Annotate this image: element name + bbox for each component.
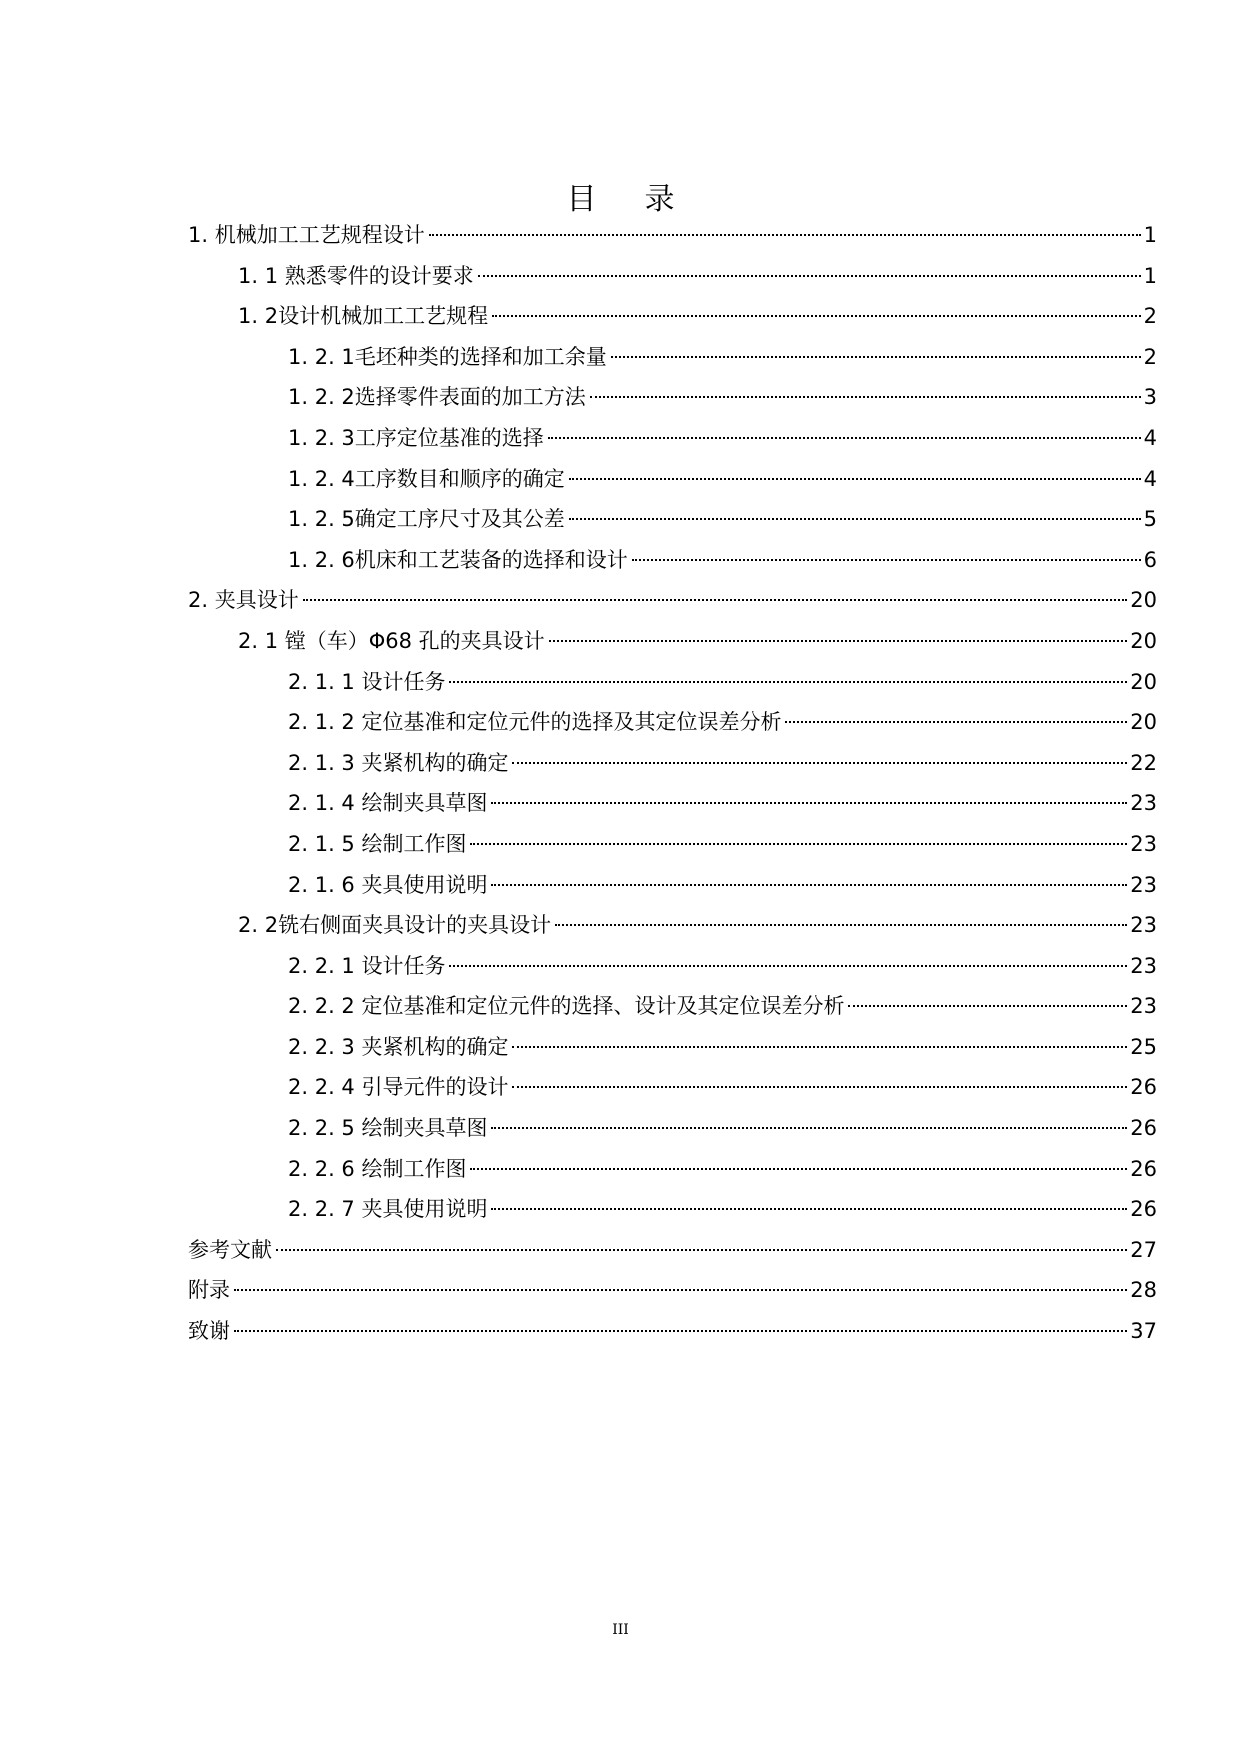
toc-entry[interactable]	[188, 986, 1157, 1027]
footer-page-number: III	[612, 1622, 629, 1638]
toc-entry[interactable]	[188, 377, 1157, 418]
toc-entry-label: 2. 1 镗（车）Φ68 孔的夹具设计	[238, 628, 545, 653]
toc-dot-leader	[848, 1005, 1127, 1007]
toc-dot-leader	[449, 681, 1127, 683]
toc-entry-label: 1. 2设计机械加工工艺规程	[238, 304, 489, 329]
toc-entry[interactable]	[188, 337, 1157, 378]
toc-dot-leader	[491, 802, 1127, 804]
toc-entry[interactable]	[188, 1230, 1157, 1271]
toc-entry-page-number: 6	[1143, 547, 1157, 572]
toc-dot-leader	[449, 965, 1127, 967]
toc-dot-leader	[429, 234, 1141, 236]
toc-entry-label: 1. 2. 4工序数目和顺序的确定	[288, 466, 565, 491]
toc-dot-leader	[491, 884, 1127, 886]
toc-entry-label: 2. 2. 4 引导元件的设计	[288, 1075, 509, 1100]
toc-entry-label: 致谢	[188, 1319, 230, 1344]
toc-entry-label: 2. 夹具设计	[188, 588, 299, 613]
toc-entry-page-number: 25	[1130, 1034, 1157, 1059]
toc-dot-leader	[470, 843, 1127, 845]
toc-entry-label: 1. 2. 5确定工序尺寸及其公差	[288, 507, 565, 532]
toc-entry[interactable]	[188, 662, 1157, 703]
toc-dot-leader	[512, 1086, 1127, 1088]
toc-entry[interactable]	[188, 459, 1157, 500]
toc-entry-page-number: 23	[1130, 872, 1157, 897]
toc-dot-leader	[611, 356, 1141, 358]
toc-entry-page-number: 27	[1130, 1237, 1157, 1262]
toc-dot-leader	[303, 599, 1128, 601]
toc-entry[interactable]	[188, 1108, 1157, 1149]
toc-entry[interactable]	[188, 905, 1157, 946]
toc-entry[interactable]	[188, 540, 1157, 581]
toc-entry-page-number: 22	[1130, 750, 1157, 775]
toc-entry[interactable]	[188, 621, 1157, 662]
toc-dot-leader	[491, 1127, 1127, 1129]
toc-entry-label: 1. 2. 6机床和工艺装备的选择和设计	[288, 547, 628, 572]
table-of-contents	[188, 215, 1157, 1352]
toc-entry[interactable]	[188, 1270, 1157, 1311]
toc-entry-label: 2. 1. 6 夹具使用说明	[288, 872, 488, 897]
toc-dot-leader	[590, 396, 1141, 398]
toc-dot-leader	[276, 1249, 1127, 1251]
toc-entry[interactable]	[188, 499, 1157, 540]
toc-entry-label: 2. 1. 2 定位基准和定位元件的选择及其定位误差分析	[288, 710, 782, 735]
toc-entry[interactable]	[188, 215, 1157, 256]
toc-dot-leader	[492, 315, 1141, 317]
toc-entry-label: 2. 2. 7 夹具使用说明	[288, 1197, 488, 1222]
toc-entry-label: 2. 1. 3 夹紧机构的确定	[288, 750, 509, 775]
toc-entry-page-number: 26	[1130, 1156, 1157, 1181]
toc-entry[interactable]	[188, 1149, 1157, 1190]
toc-entry-label: 附录	[188, 1278, 230, 1303]
toc-entry-label: 参考文献	[188, 1237, 272, 1262]
toc-entry-label: 2. 2铣右侧面夹具设计的夹具设计	[238, 913, 552, 938]
toc-entry[interactable]	[188, 946, 1157, 987]
toc-entry[interactable]	[188, 418, 1157, 459]
toc-entry-page-number: 20	[1130, 588, 1157, 613]
toc-entry-page-number: 23	[1130, 831, 1157, 856]
toc-entry-page-number: 20	[1130, 628, 1157, 653]
toc-entry-page-number: 4	[1143, 466, 1157, 491]
page-title: 目录	[566, 182, 723, 218]
toc-entry[interactable]	[188, 1027, 1157, 1068]
toc-dot-leader	[548, 437, 1141, 439]
toc-entry-page-number: 26	[1130, 1116, 1157, 1141]
toc-entry[interactable]	[188, 580, 1157, 621]
toc-dot-leader	[512, 762, 1127, 764]
toc-entry-label: 2. 2. 6 绘制工作图	[288, 1156, 467, 1181]
toc-entry-label: 2. 2. 5 绘制夹具草图	[288, 1116, 488, 1141]
toc-entry[interactable]	[188, 783, 1157, 824]
toc-entry-page-number: 1	[1143, 223, 1157, 247]
toc-entry-page-number: 23	[1130, 791, 1157, 816]
toc-entry-label: 1. 机械加工工艺规程设计	[188, 223, 425, 247]
toc-entry[interactable]	[188, 702, 1157, 743]
toc-dot-leader	[234, 1330, 1127, 1332]
toc-entry-page-number: 5	[1143, 507, 1157, 532]
toc-entry-page-number: 28	[1130, 1278, 1157, 1303]
toc-entry-page-number: 23	[1130, 953, 1157, 978]
toc-entry[interactable]	[188, 1189, 1157, 1230]
toc-dot-leader	[549, 640, 1128, 642]
toc-entry-label: 2. 2. 3 夹紧机构的确定	[288, 1034, 509, 1059]
toc-entry-page-number: 23	[1130, 913, 1157, 938]
toc-dot-leader	[785, 721, 1127, 723]
toc-entry-label: 2. 1. 4 绘制夹具草图	[288, 791, 488, 816]
toc-entry[interactable]	[188, 296, 1157, 337]
toc-entry-page-number: 1	[1143, 263, 1157, 288]
toc-dot-leader	[478, 275, 1141, 277]
toc-entry-label: 1. 2. 1毛坯种类的选择和加工余量	[288, 344, 607, 369]
toc-entry-page-number: 20	[1130, 710, 1157, 735]
toc-entry-page-number: 2	[1143, 344, 1157, 369]
toc-entry-page-number: 4	[1143, 425, 1157, 450]
toc-entry-page-number: 3	[1143, 385, 1157, 410]
toc-entry-page-number: 23	[1130, 994, 1157, 1019]
toc-dot-leader	[569, 518, 1141, 520]
toc-dot-leader	[512, 1046, 1127, 1048]
toc-entry-label: 1. 2. 2选择零件表面的加工方法	[288, 385, 586, 410]
toc-entry[interactable]	[188, 824, 1157, 865]
toc-entry-label: 2. 1. 5 绘制工作图	[288, 831, 467, 856]
toc-entry[interactable]	[188, 865, 1157, 906]
toc-dot-leader	[555, 924, 1127, 926]
toc-entry-page-number: 26	[1130, 1197, 1157, 1222]
toc-dot-leader	[234, 1289, 1127, 1291]
toc-dot-leader	[632, 559, 1141, 561]
toc-entry-label: 1. 2. 3工序定位基准的选择	[288, 425, 544, 450]
toc-entry-page-number: 20	[1130, 669, 1157, 694]
toc-dot-leader	[491, 1208, 1127, 1210]
toc-entry[interactable]	[188, 743, 1157, 784]
toc-entry[interactable]	[188, 1067, 1157, 1108]
toc-entry[interactable]	[188, 256, 1157, 297]
toc-entry-page-number: 37	[1130, 1319, 1157, 1344]
toc-dot-leader	[470, 1168, 1127, 1170]
toc-entry-page-number: 26	[1130, 1075, 1157, 1100]
toc-entry-label: 2. 1. 1 设计任务	[288, 669, 446, 694]
toc-entry-label: 2. 2. 1 设计任务	[288, 953, 446, 978]
toc-entry-page-number: 2	[1143, 304, 1157, 329]
toc-entry[interactable]	[188, 1311, 1157, 1352]
toc-entry-label: 1. 1 熟悉零件的设计要求	[238, 263, 474, 288]
toc-dot-leader	[569, 478, 1141, 480]
toc-entry-label: 2. 2. 2 定位基准和定位元件的选择、设计及其定位误差分析	[288, 994, 845, 1019]
